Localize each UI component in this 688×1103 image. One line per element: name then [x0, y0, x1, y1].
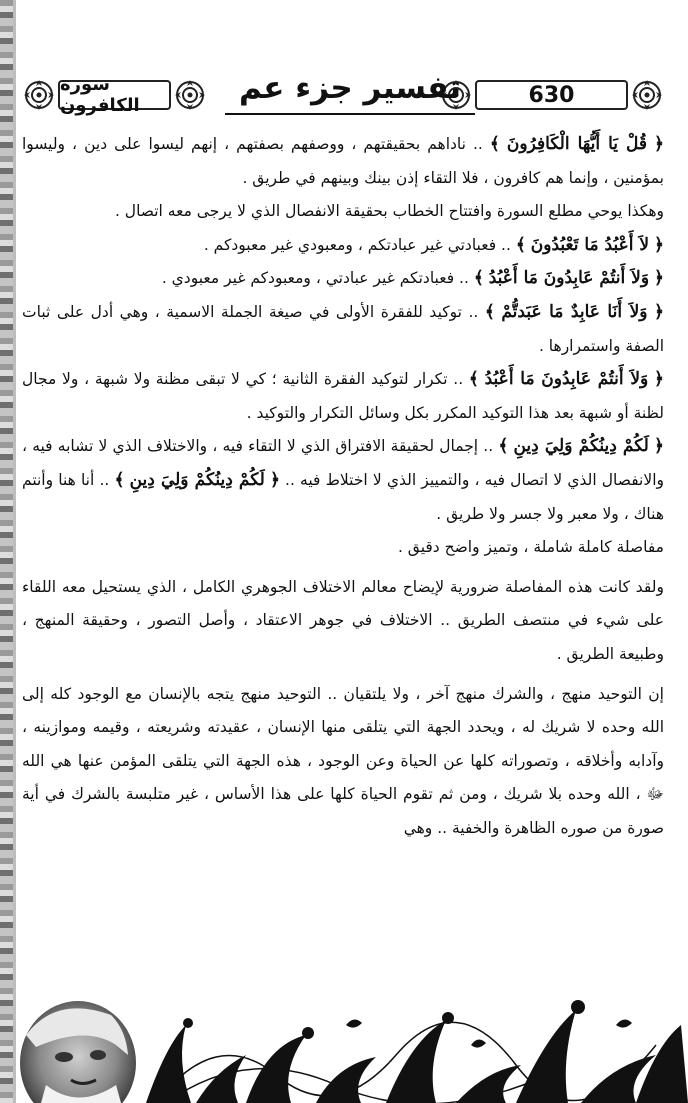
- commentary-text: .. أنا هنا وأنتم هناك ، ولا معبر ولا جسر ولا طريق .: [22, 470, 664, 523]
- quran-verse: وَلاَ أَنتُمْ عَابِدُونَ مَا أَعْبُدُ: [488, 268, 650, 289]
- page-number-frame: [475, 80, 628, 110]
- footer-floral-decoration: [16, 985, 688, 1103]
- quran-verse: قُلْ يَا أَيُّهَا الْكَافِرُونَ: [506, 134, 647, 154]
- floral-silhouettes: [146, 1000, 688, 1103]
- commentary-text: إن التوحيد منهج ، والشرك منهج آخر ، ولا يلتقيان .. التوحيد منهج يتجه بالإنسان مع الوجود كله إلى الله وحده لا شريك له ، ويحدد الجهة التي يتلقى منها الإنسان ، عقيدته وشريعته ، وقيمه وموازينه ، وآدابه وأخلاقه ، وتصوراته كلها عن الحياة وعن الوجود ، هذه الجهة التي يتلقى المؤمن عنها هي الله ﷻ ، الله وحده بلا شريك ، ومن ثم تقوم الحياة كلها على هذا الأساس ، غير متلبسة بالشرك في أية صورة من صوره الظاهرة والخفية .. وهي: [22, 684, 664, 837]
- paragraph-verse-1: ﴿ قُلْ يَا أَيُّهَا الْكَافِرُونَ ﴾ .. ناداهم بحقيقتهم ، ووصفهم بصفتهم ، إنهم ليسوا على دين ، وليسوا بمؤمنين ، وإنما هم كافرون ، فلا التقاء إذن بينك وبينهم في طريق .: [22, 134, 664, 187]
- quran-verse: وَلاَ أَنَا عَابِدٌ مَا عَبَدتُّمْ: [501, 301, 648, 322]
- paragraph-verse-6: ﴿ لَكُمْ دِينُكُمْ وَلِيَ دِينِ ﴾ .. إجمال لحقيقة الافتراق الذي لا التقاء فيه ، والاختلاف الذي لا تشابه فيه ، والانفصال الذي لا اتصال فيه ، والتمييز الذي لا اختلاط فيه .. ﴿ لَكُمْ دِينُكُمْ وَلِيَ دِينِ ﴾ .. أنا هنا وأنتم هناك ، ولا معبر ولا جسر ولا طريق .: [22, 436, 664, 523]
- commentary-text: .. تكرار لتوكيد الفقرة الثانية ؛ كي لا تبقى مظنة ولا شبهة ، ولا مجال لظنة أو شبهة بعد هذا التوكيد المكرر بكل وسائل التكرار والتوكيد .: [22, 370, 664, 422]
- page-header: [20, 68, 670, 124]
- commentary-text: مفاصلة كاملة شاملة ، وتميز واضح دقيق .: [397, 538, 664, 557]
- surah-name: سورة الكافرون: [60, 74, 140, 116]
- quran-verse: لاَ أَعْبُدُ مَا تَعْبُدُونَ: [530, 234, 650, 255]
- commentary-text: .. ناداهم بحقيقتهم ، ووصفهم بصفتهم ، إنهم ليسوا على دين ، وليسوا بمؤمنين ، وإنما هم كافرون ، فلا التقاء إذن بينك وبينهم في طريق .: [22, 135, 664, 187]
- tafsir-body: [22, 128, 664, 845]
- commentary-text: ولقد كانت هذه المفاصلة ضرورية لإيضاح معالم الاختلاف الجوهري الكامل ، الذي يستحيل معه اللقاء على شيء في منتصف الطريق .. الاختلاف في جوهر الاعتقاد ، وأصل التصور ، وحقيقة المنهج ، وطبيعة الطريق .: [22, 577, 664, 663]
- title-underline: [225, 113, 475, 115]
- commentary-text: .. فعبادتي غير عبادتكم ، ومعبودي غير معبودكم .: [203, 235, 516, 254]
- paragraph-verse-5: ﴿ وَلاَ أَنتُمْ عَابِدُونَ مَا أَعْبُدُ ﴾ .. تكرار لتوكيد الفقرة الثانية ؛ كي لا تبقى مظنة ولا شبهة ، ولا مجال لظنة أو شبهة بعد هذا التوكيد المكرر بكل وسائل التكرار والتوكيد .: [22, 369, 664, 422]
- paragraph-verse-4: ﴿ وَلاَ أَنَا عَابِدٌ مَا عَبَدتُّمْ ﴾ .. توكيد للفقرة الأولى في صيغة الجملة الاسمية ، وهي أدل على ثبات الصفة واستمرارها .: [22, 301, 664, 355]
- ornament-right-icon: [630, 78, 664, 112]
- paragraph-verse-3: ﴿ وَلاَ أَنتُمْ عَابِدُونَ مَا أَعْبُدُ ﴾ .. فعبادتكم غير عبادتي ، ومعبودكم غير معبودي .: [161, 268, 664, 289]
- portrait-image: [20, 1001, 136, 1103]
- paragraph-summary: [22, 531, 664, 565]
- paragraph-tawhid: [22, 678, 664, 846]
- paragraph-separation: [22, 571, 664, 672]
- quran-verse: وَلاَ أَنتُمْ عَابِدُونَ مَا أَعْبُدُ: [484, 369, 649, 390]
- quran-verse: لَكُمْ دِينُكُمْ وَلِيَ دِينِ: [513, 436, 649, 457]
- quran-verse: لَكُمْ دِينُكُمْ وَلِيَ دِينِ: [129, 469, 265, 490]
- commentary-text: .. إجمال لحقيقة الافتراق الذي لا التقاء فيه ، والاختلاف الذي لا تشابه فيه ، والانفصال الذي لا اتصال فيه ، والتمييز الذي لا اختلاط فيه ..: [22, 437, 664, 489]
- paragraph-verse-2: ﴿ لاَ أَعْبُدُ مَا تَعْبُدُونَ ﴾ .. فعبادتي غير عبادتكم ، ومعبودي غير معبودكم .: [203, 234, 664, 255]
- book-title: تفسير جزء عم: [239, 70, 461, 106]
- page-number: 630: [528, 82, 575, 108]
- ornament-left-icon: [22, 78, 56, 112]
- commentary-text: .. توكيد للفقرة الأولى في صيغة الجملة الاسمية ، وهي أدل على ثبات الصفة واستمرارها .: [22, 302, 664, 355]
- commentary-text: وهكذا يوحي مطلع السورة وافتتاح الخطاب بحقيقة الانفصال الذي لا يرجى معه اتصال .: [114, 202, 664, 221]
- commentary-text: .. فعبادتكم غير عبادتي ، ومعبودكم غير معبودي .: [161, 269, 474, 288]
- page-edge-border: [0, 0, 13, 1103]
- ornament-center-left-icon: [173, 78, 207, 112]
- surah-name-frame: [58, 74, 171, 116]
- paragraph-intro: [22, 195, 664, 229]
